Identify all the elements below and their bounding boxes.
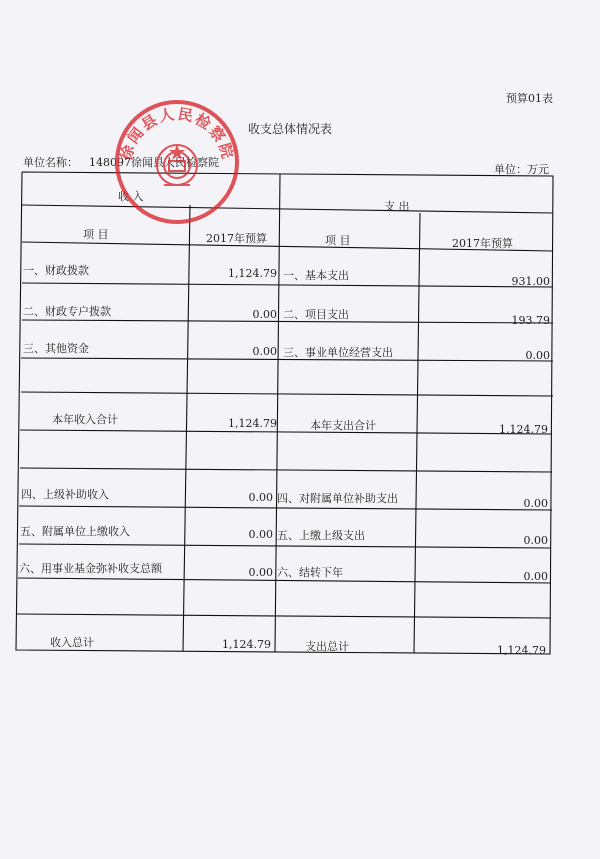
expense-label: 五、上缴上级支出 [277, 529, 365, 542]
unit-name-label: 单位名称： [23, 156, 78, 169]
expense-grand-total-label: 支出总计 [305, 640, 349, 653]
seal-text: 徐闻县人民检察院 [116, 104, 238, 163]
income-item-column-header: 项 目 [83, 228, 109, 241]
unit-name: 148097徐闻县人民检察院 [89, 156, 219, 169]
income-header: 收 入 [118, 190, 144, 203]
form-code: 预算01表 [506, 92, 553, 105]
expense-value: 0.00 [523, 534, 548, 547]
expense-item-column-header: 项 目 [325, 234, 351, 247]
income-grand-total-label: 收入总计 [50, 636, 94, 649]
income-value: 0.00 [248, 566, 273, 579]
income-subtotal-label: 本年收入合计 [52, 413, 118, 426]
income-budget-column-header: 2017年预算 [206, 232, 267, 245]
expense-subtotal-value: 1,124.79 [499, 423, 548, 436]
income-label: 六、用事业基金弥补收支总额 [19, 562, 162, 575]
expense-value: 0.00 [525, 349, 550, 362]
income-label: 五、附属单位上缴收入 [20, 525, 130, 538]
expense-label: 六、结转下年 [277, 566, 343, 579]
expense-value: 193.79 [511, 314, 550, 327]
income-label: 四、上级补助收入 [21, 488, 109, 501]
income-grand-total-value: 1,124.79 [222, 638, 271, 651]
expense-budget-column-header: 2017年预算 [452, 237, 513, 250]
expense-subtotal-label: 本年支出合计 [310, 419, 376, 432]
income-value: 0.00 [252, 345, 277, 358]
income-value: 0.00 [252, 308, 277, 321]
income-label: 一、财政拨款 [23, 264, 89, 277]
expense-value: 931.00 [511, 275, 550, 288]
expense-header: 支 出 [384, 200, 410, 213]
income-value: 0.00 [248, 491, 273, 504]
official-seal [112, 97, 242, 227]
expense-grand-total-value: 1,124.79 [497, 644, 546, 657]
income-value: 1,124.79 [228, 267, 277, 280]
income-value: 0.00 [248, 528, 273, 541]
expense-value: 0.00 [523, 497, 548, 510]
expense-label: 一、基本支出 [283, 269, 349, 282]
unit-of-measure: 单位：万元 [494, 163, 549, 176]
income-label: 三、其他资金 [23, 342, 89, 355]
expense-value: 0.00 [523, 570, 548, 583]
income-label: 二、财政专户拨款 [23, 305, 111, 318]
expense-label: 二、项目支出 [283, 308, 349, 321]
expense-label: 四、对附属单位补助支出 [277, 492, 398, 505]
report-title: 收支总体情况表 [248, 122, 333, 136]
income-subtotal-value: 1,124.79 [228, 417, 277, 430]
expense-label: 三、事业单位经营支出 [283, 346, 393, 359]
